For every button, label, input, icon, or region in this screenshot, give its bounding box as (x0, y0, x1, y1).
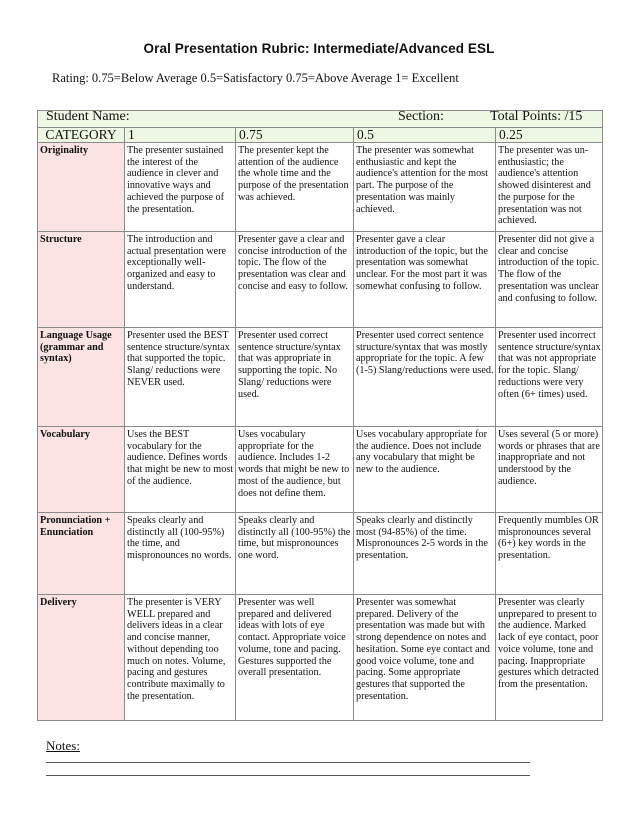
rubric-cell: Presenter gave a clear and concise introduction of the topic. The flow of the presentation was clear and concise and easy to follow. (236, 232, 354, 328)
category-originality: Originality (38, 143, 125, 232)
category-pronunciation: Pronunciation + Enunciation (38, 513, 125, 595)
header-level-1: 1 (125, 128, 236, 143)
rubric-cell: Uses vocabulary appropriate for the audience. Includes 1-2 words that might be new to most of the audience, but does not define them. (236, 427, 354, 513)
rubric-cell: Uses several (5 or more) words or phrases that are inappropriate and not understood by the audience. (496, 427, 603, 513)
header-row (38, 128, 603, 143)
header-level-025: 0.25 (496, 128, 603, 143)
rubric-row-delivery (38, 595, 603, 721)
rubric-cell: Uses vocabulary appropriate for the audience. Does not include any vocabulary that might be new to the audience. (354, 427, 496, 513)
rubric-table (37, 110, 603, 721)
rubric-row-structure (38, 232, 603, 328)
student-info-cell (38, 111, 603, 128)
rubric-cell: The presenter sustained the interest of the audience in clever and innovative ways and achieved the purpose of the presentation. (125, 143, 236, 232)
category-delivery: Delivery (38, 595, 125, 721)
rubric-row-vocabulary (38, 427, 603, 513)
total-points-label: Total Points: /15 (490, 109, 583, 124)
rubric-cell: Speaks clearly and distinctly all (100-95%) the time, but mispronounces one word. (236, 513, 354, 595)
rubric-cell: Speaks clearly and distinctly most (94-85%) of the time. Mispronounces 2-5 words in the presentation. (354, 513, 496, 595)
rubric-cell: Presenter did not give a clear and concise introduction of the topic. The flow of the presentation was unclear and confusing to follow. (496, 232, 603, 328)
section-label: Section: (398, 109, 444, 124)
category-vocabulary: Vocabulary (38, 427, 125, 513)
notes-label: Notes: (46, 738, 80, 753)
rubric-cell: Presenter was clearly unprepared to present to the audience. Marked lack of eye contact, poor voice volume, tone and pacing. Inappropriate gestures which detracted from the presentation. (496, 595, 603, 721)
rubric-cell: Speaks clearly and distinctly all (100-95%) the time, and mispronounces no words. (125, 513, 236, 595)
rubric-cell: Presenter was well prepared and delivered ideas with lots of eye contact. Appropriate voice volume, tone and pacing. Gestures supported the overall presentation. (236, 595, 354, 721)
header-level-05: 0.5 (354, 128, 496, 143)
rubric-cell: The presenter was un-enthusiastic; the audience's attention showed disinterest and the purpose for the presentation was not achieved. (496, 143, 603, 232)
student-info-row (38, 111, 603, 128)
rubric-row-language-usage (38, 328, 603, 427)
category-structure: Structure (38, 232, 125, 328)
rubric-cell: Presenter gave a clear introduction of the topic, but the presentation was somewhat unclear. For the most part it was somewhat confusing to follow. (354, 232, 496, 328)
rubric-cell: Frequently mumbles OR mispronounces several (6+) key words in the presentation. (496, 513, 603, 595)
rating-scale: Rating: 0.75=Below Average 0.5=Satisfactory 0.75=Above Average 1= Excellent (52, 71, 459, 85)
rubric-row-originality (38, 143, 603, 232)
student-name-label: Student Name: (46, 109, 130, 124)
rubric-cell: Presenter used incorrect sentence structure/syntax that was not appropriate for the topic. Slang/ reductions were very often (6+ times) used. (496, 328, 603, 427)
rubric-row-pronunciation (38, 513, 603, 595)
page-title: Oral Presentation Rubric: Intermediate/Advanced ESL (143, 41, 495, 56)
notes-line (46, 762, 530, 763)
rubric-cell: The presenter was somewhat enthusiastic and kept the audience's attention for the most part. The purpose of the presentation was mainly achieved. (354, 143, 496, 232)
rubric-cell: Presenter used correct sentence structure/syntax that was appropriate in supporting the topic. No Slang/ reductions were used. (236, 328, 354, 427)
category-language-usage: Language Usage (grammar and syntax) (38, 328, 125, 427)
notes-line (46, 775, 530, 776)
header-category: CATEGORY (38, 128, 125, 143)
rubric-cell: Presenter used the BEST sentence structure/syntax that supported the topic. Slang/ reductions were NEVER used. (125, 328, 236, 427)
rubric-cell: The introduction and actual presentation were exceptionally well- organized and easy to understand. (125, 232, 236, 328)
header-level-075: 0.75 (236, 128, 354, 143)
rubric-cell: Uses the BEST vocabulary for the audience. Defines words that might be new to most of the audience. (125, 427, 236, 513)
rubric-cell: The presenter kept the attention of the audience the whole time and the purpose of the presentation was achieved. (236, 143, 354, 232)
rubric-cell: Presenter was somewhat prepared. Delivery of the presentation was made but with strong dependence on notes and hesitation. Some eye contact and good voice volume, tone and pacing. Some appropriate gestures that supported the presentation. (354, 595, 496, 721)
rubric-cell: Presenter used correct sentence structure/syntax that was mostly appropriate for the topic. A few (1-5) Slang/reductions were used. (354, 328, 496, 427)
rubric-cell: The presenter is VERY WELL prepared and delivers ideas in a clear and concise manner, without depending too much on notes. Volume, pacing and gestures contribute maximally to the presentation. (125, 595, 236, 721)
